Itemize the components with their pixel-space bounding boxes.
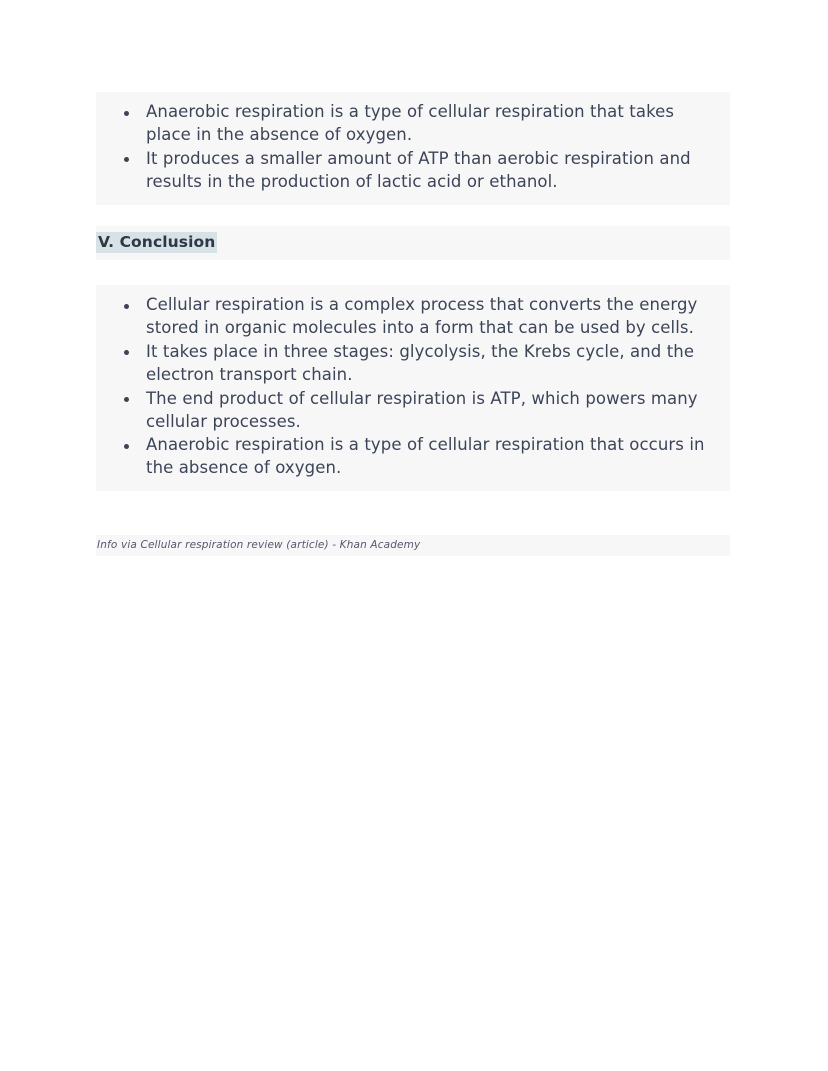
list-item: Anaerobic respiration is a type of cellular respiration that takes place in the absence of oxygen. xyxy=(96,101,730,147)
source-attribution: Info via Cellular respiration review (article) - Khan Academy xyxy=(97,539,421,551)
heading-inner xyxy=(96,232,730,253)
bullet-list xyxy=(96,285,730,491)
conclusion-heading-block xyxy=(96,226,730,260)
list-item: Cellular respiration is a complex process that converts the energy stored in organic molecules into a form that can be used by cells. xyxy=(96,294,730,340)
list-item: The end product of cellular respiration is ATP, which powers many cellular processes. xyxy=(96,388,730,434)
list-item: It produces a smaller amount of ATP than aerobic respiration and results in the production of lactic acid or ethanol. xyxy=(96,148,730,194)
attribution-block xyxy=(96,535,730,556)
list-item: It takes place in three stages: glycolysis, the Krebs cycle, and the electron transport chain. xyxy=(96,341,730,387)
anaerobic-respiration-list-block xyxy=(96,92,730,205)
conclusion-list-block xyxy=(96,285,730,491)
page-title: V. Conclusion xyxy=(98,233,216,251)
bullet-list xyxy=(96,92,730,205)
list-item: Anaerobic respiration is a type of cellular respiration that occurs in the absence of oxygen. xyxy=(96,434,730,480)
